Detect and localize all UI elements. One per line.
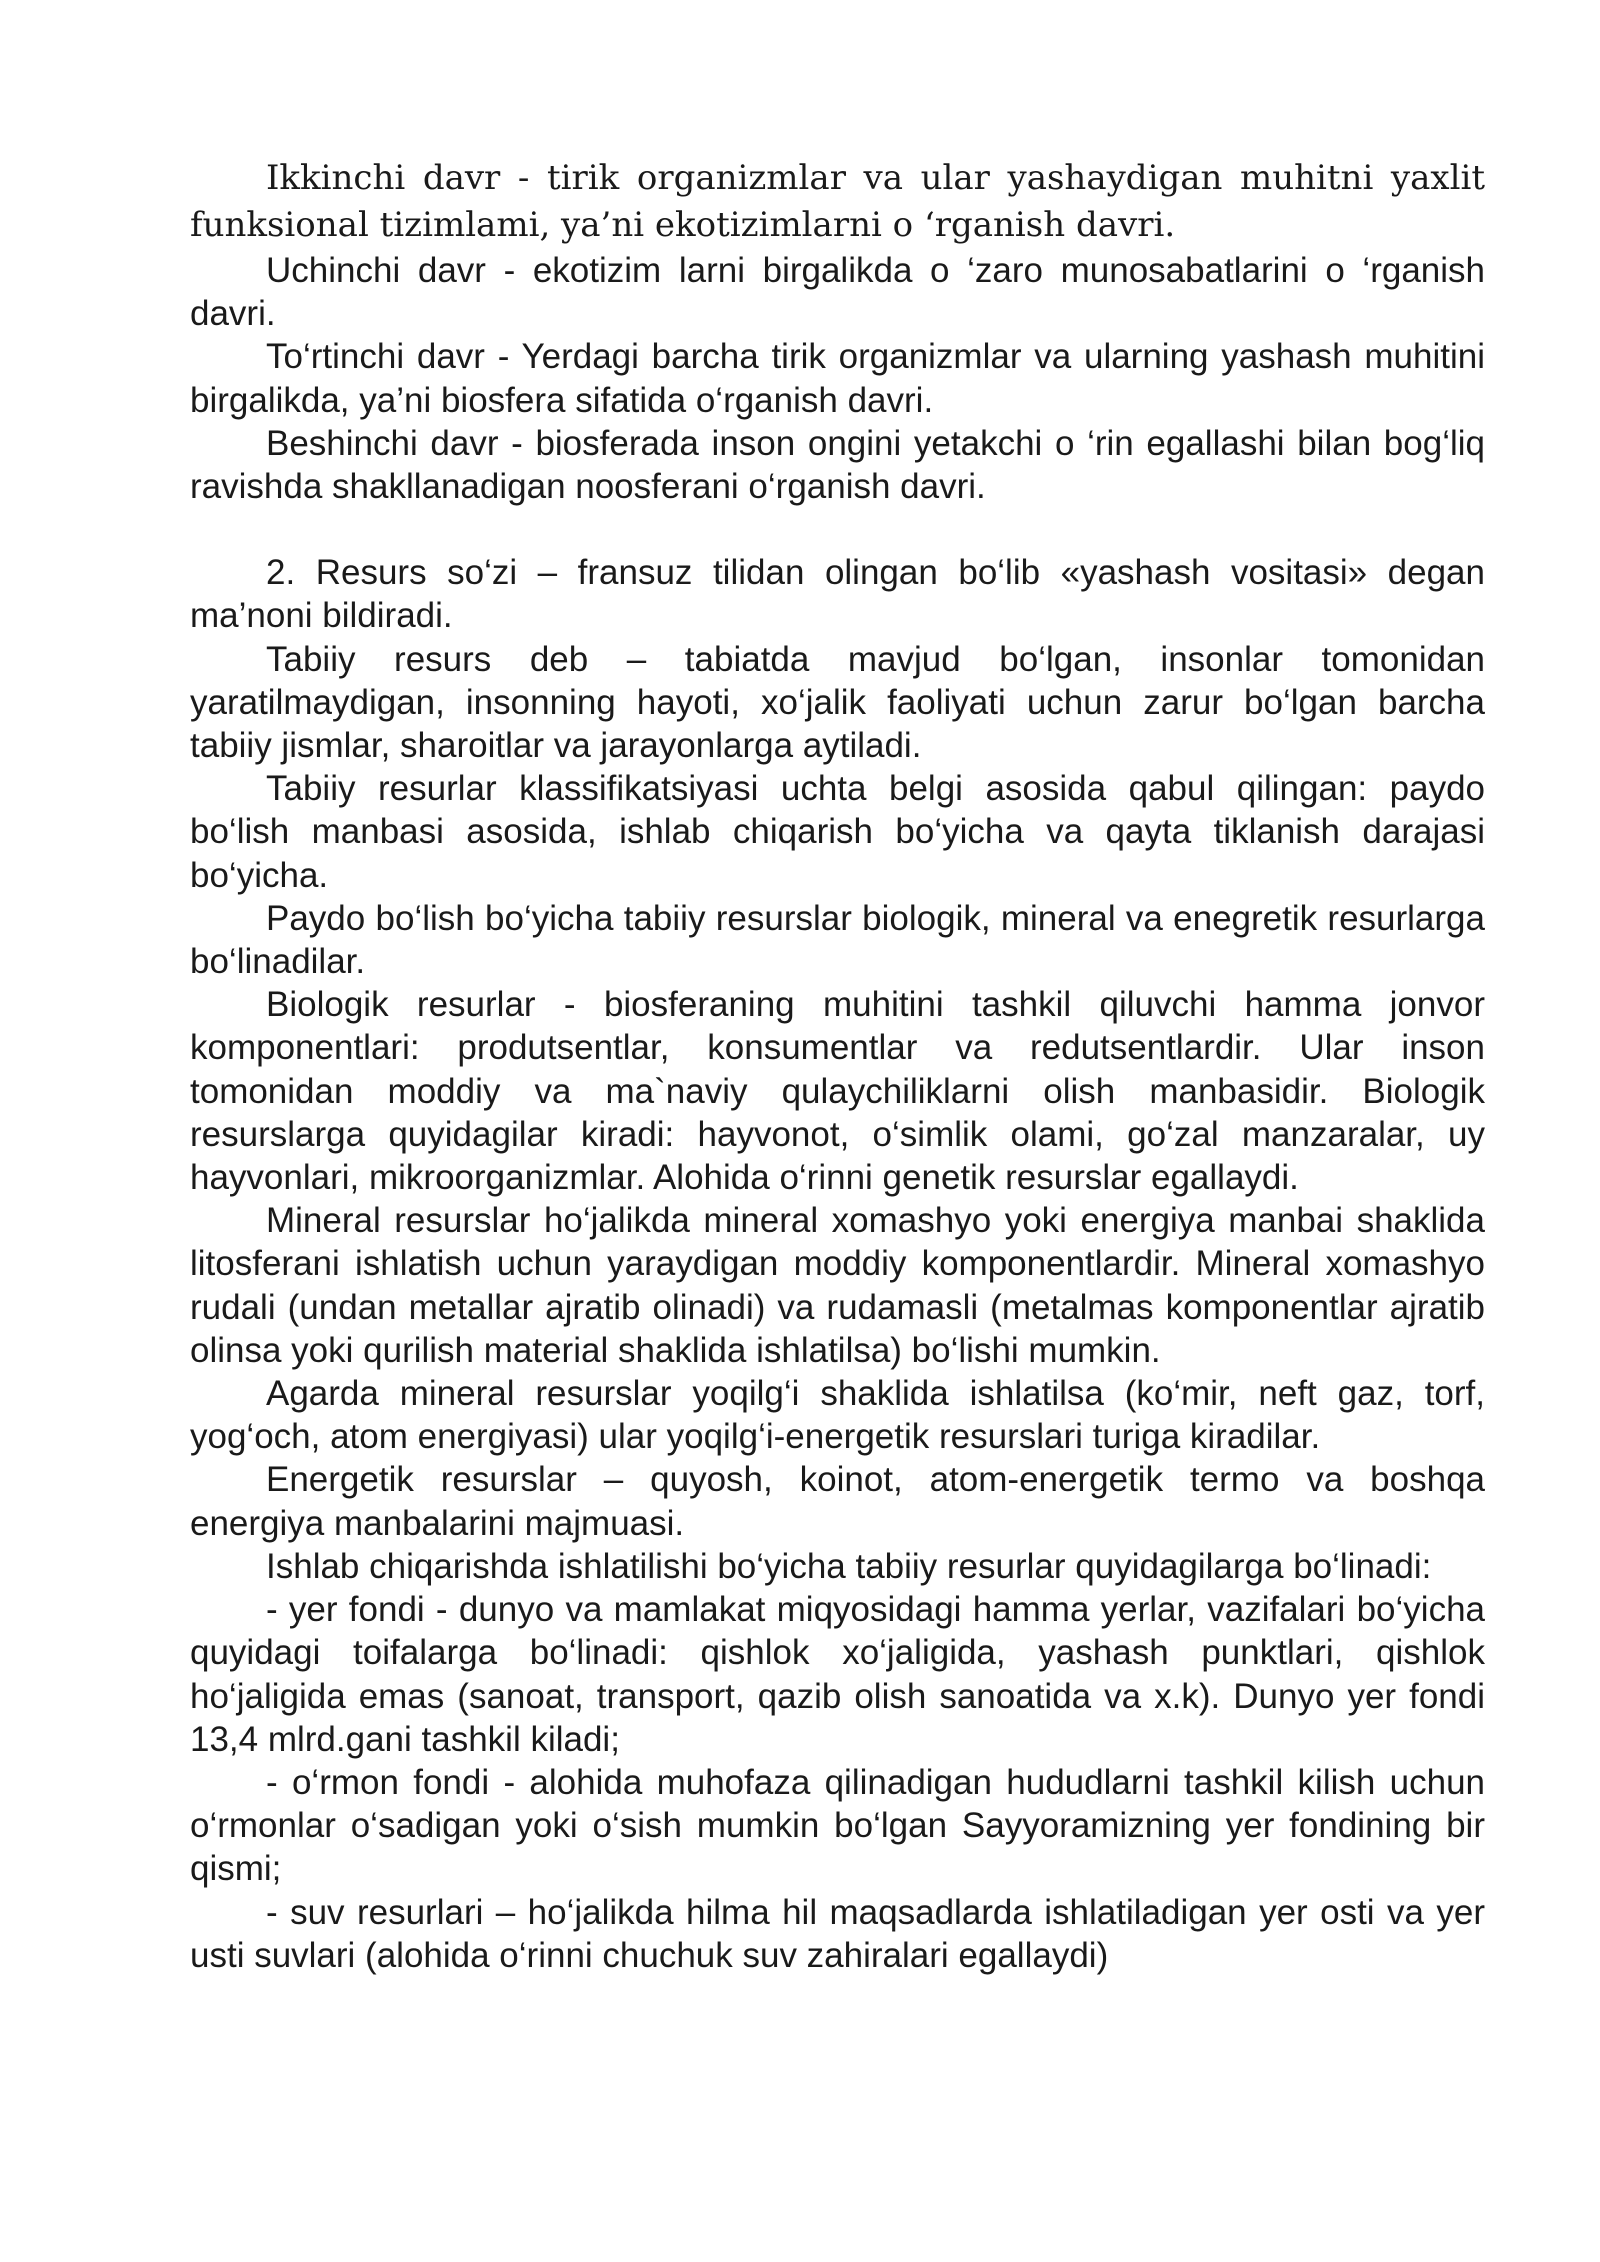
paragraph-tortinchi-davr: To‘rtinchi davr - Yerdagi barcha tirik organizmlar va ularning yashash muhitini birgalikda, ya’ni biosfera sifatida o‘rganish davri.: [190, 337, 1485, 420]
document-page: [190, 155, 1485, 1977]
paragraph-yoqilgi: Agarda mineral resurslar yoqilg‘i shaklida ishlatilsa (ko‘mir, neft gaz, torf, yog‘och, atom energiyasi) ular yoqilg‘i-energetik resurslari turiga kiradilar.: [190, 1374, 1485, 1457]
paragraph-ishlab-chiqarish: Ishlab chiqarishda ishlatilishi bo‘yicha tabiiy resurlar quyidagilarga bo‘linadi:: [266, 1546, 1432, 1586]
paragraph-tabiiy-resurs: Tabiiy resurs deb – tabiatda mavjud bo‘lgan, insonlar tomonidan yaratilmaydigan, insonning hayoti, xo‘jalik faoliyati uchun zarur bo‘lgan barcha tabiiy jismlar, sharoitlar va jarayonlarga aytiladi.: [190, 639, 1485, 766]
paragraph-mineral-resurslar: Mineral resurslar ho‘jalikda mineral xomashyo yoki energiya manbai shaklida litosferani ishlatish uchun yaraydigan moddiy komponentlardir. Mineral xomashyo rudali (undan metallar ajratib olinadi) va rudamasli (metalmas komponentlar ajratib olinsa yoki qurilish material shaklida ishlatilsa) bo‘lishi mumkin.: [190, 1201, 1485, 1370]
paragraph-resurs-definition: 2. Resurs so‘zi – fransuz tilidan olingan bo‘lib «yashash vositasi» degan ma’noni bildiradi.: [190, 553, 1485, 636]
list-item-ormon-fondi: - o‘rmon fondi - alohida muhofaza qilinadigan hududlarni tashkil kilish uchun o‘rmonlar o‘sadigan yoki o‘sish mumkin bo‘lgan Sayyoramizning yer fondining bir qismi;: [190, 1762, 1485, 1889]
paragraph-energetik-resurslar: Energetik resurslar – quyosh, koinot, atom-energetik termo va boshqa energiya manbalarini majmuasi.: [190, 1460, 1485, 1543]
paragraph-ikkinchi-davr: Ikkinchi davr - tirik organizmlar va ular yashaydigan muhitni yaxlit funksional tizimlami, ya’ni ekotizimlarni o ‘rganish davri.: [190, 158, 1485, 245]
paragraph-uchinchi-davr: Uchinchi davr - ekotizim larni birgalikda o ‘zaro munosabatlarini o ‘rganish davri.: [190, 251, 1485, 334]
list-item-yer-fondi: - yer fondi - dunyo va mamlakat miqyosidagi hamma yerlar, vazifalari bo‘yicha quyidagi toifalarga bo‘linadi: qishlok xo‘jaligida, yashash punktlari, qishlok ho‘jaligida emas (sanoat, transport, qazib olish sanoatida va x.k). Dunyo yer fondi 13,4 mlrd.gani tashkil kiladi;: [190, 1590, 1485, 1759]
paragraph-paydo-bolish: Paydo bo‘lish bo‘yicha tabiiy resurslar biologik, mineral va enegretik resurlarga bo‘linadilar.: [190, 898, 1485, 982]
paragraph-klassifikatsiya: Tabiiy resurlar klassifikatsiyasi uchta belgi asosida qabul qilingan: paydo bo‘lish manbasi asosida, ishlab chiqarish bo‘yicha va qayta tiklanish darajasi bo‘yicha.: [190, 769, 1485, 895]
list-item-suv-resurlari: - suv resurlari – ho‘jalikda hilma hil maqsadlarda ishlatiladigan yer osti va yer usti suvlari (alohida o‘rinni chuchuk suv zahiralari egallaydi): [190, 1892, 1485, 1975]
paragraph-spacer: [190, 508, 1485, 551]
paragraph-biologik-resurslar: Biologik resurlar - biosferaning muhitini tashkil qiluvchi hamma jonvor komponentlari: produtsentlar, konsumentlar va redutsentlardir. Ular inson tomonidan moddiy va ma`naviy qulaychiliklarni olish manbasidir. Biologik resurslarga quyidagilar kiradi: hayvonot, o‘simlik olami, go‘zal manzaralar, uy hayvonlari, mikroorganizmlar. Alohida o‘rinni genetik resurslar egallaydi.: [190, 985, 1485, 1198]
paragraph-beshinchi-davr: Beshinchi davr - biosferada inson ongini yetakchi o ‘rin egallashi bilan bog‘liq ravishda shakllanadigan noosferani o‘rganish davri.: [190, 423, 1485, 507]
